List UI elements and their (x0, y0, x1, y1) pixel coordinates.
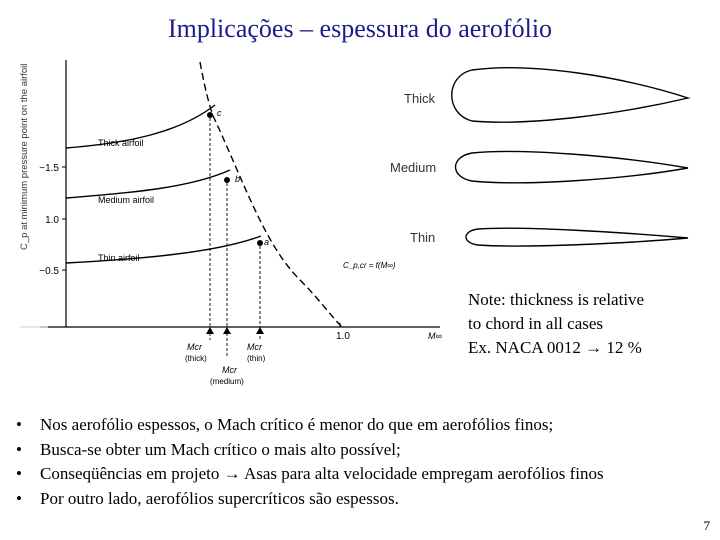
bullet-item (16, 413, 716, 438)
bullet-symbol: • (16, 439, 22, 459)
bullet-list (16, 413, 716, 511)
note-line: Note: thickness is relative (468, 290, 645, 309)
note-line: Ex. NACA 0012 → 12 % (468, 338, 642, 357)
profile-label: Medium (390, 160, 437, 175)
point-a (257, 240, 263, 246)
medium-airfoil-profile (456, 151, 689, 182)
critical-curve-label: C_p,cr = f(M∞) (343, 261, 396, 270)
y-tick-label: 1.0 (45, 215, 59, 226)
point-label: c (217, 108, 222, 118)
mcr-thin-label: Mcr (247, 342, 262, 352)
bullet-text: Nos aerofólio espessos, o Mach crítico é menor do que em aerofólios finos; (40, 415, 554, 434)
point-label: b (235, 174, 241, 184)
thick-airfoil-profile (452, 68, 688, 122)
y-axis-label: C_p at minimum pressure point on the airfoil (19, 63, 30, 250)
bullet-symbol: • (16, 415, 22, 434)
page-number: 7 (703, 518, 710, 533)
profile-label: Thick (404, 91, 436, 106)
x-tick-label: 1.0 (336, 331, 350, 342)
curve-label: Medium airfoil (98, 195, 155, 205)
mcr-thin-sub: (thin) (247, 354, 266, 363)
bullet-symbol: • (16, 488, 22, 508)
point-label: a (264, 237, 270, 247)
x-axis-label: M∞ (428, 331, 442, 341)
curve-label: Thin airfoil (98, 253, 140, 263)
bullet-text: Conseqüências em projeto → Asas para alta velocidade empregam aerofólios finos (40, 464, 604, 483)
medium-airfoil-curve (66, 170, 230, 198)
bullet-symbol: • (16, 464, 22, 483)
thickness-note (468, 288, 708, 360)
curve-label: Thick airfoil (98, 138, 144, 148)
mcr-thick-label: Mcr (187, 342, 202, 352)
critical-cp-curve (200, 62, 342, 327)
mcr-thick-sub: (thick) (185, 354, 207, 363)
bullet-item (16, 487, 716, 512)
y-tick-label: −1.5 (39, 163, 59, 174)
bullet-text: Por outro lado, aerofólios supercríticos são espessos. (40, 488, 399, 508)
mcr-medium-label: Mcr (222, 365, 237, 375)
point-b (224, 177, 230, 183)
y-tick-label: −0.5 (39, 266, 59, 277)
bullet-item (16, 462, 716, 487)
bullet-item (16, 438, 716, 463)
bullet-text: Busca-se obter um Mach crítico o mais alto possível; (40, 439, 401, 459)
profile-label: Thin (410, 230, 436, 245)
slide-title: Implicações – espessura do aerofólio (167, 14, 553, 43)
thin-airfoil-curve (66, 236, 261, 263)
thin-airfoil-profile (466, 228, 688, 246)
mcr-medium-sub: (medium) (210, 377, 244, 386)
note-line: to chord in all cases (468, 314, 604, 333)
point-c (207, 112, 213, 118)
